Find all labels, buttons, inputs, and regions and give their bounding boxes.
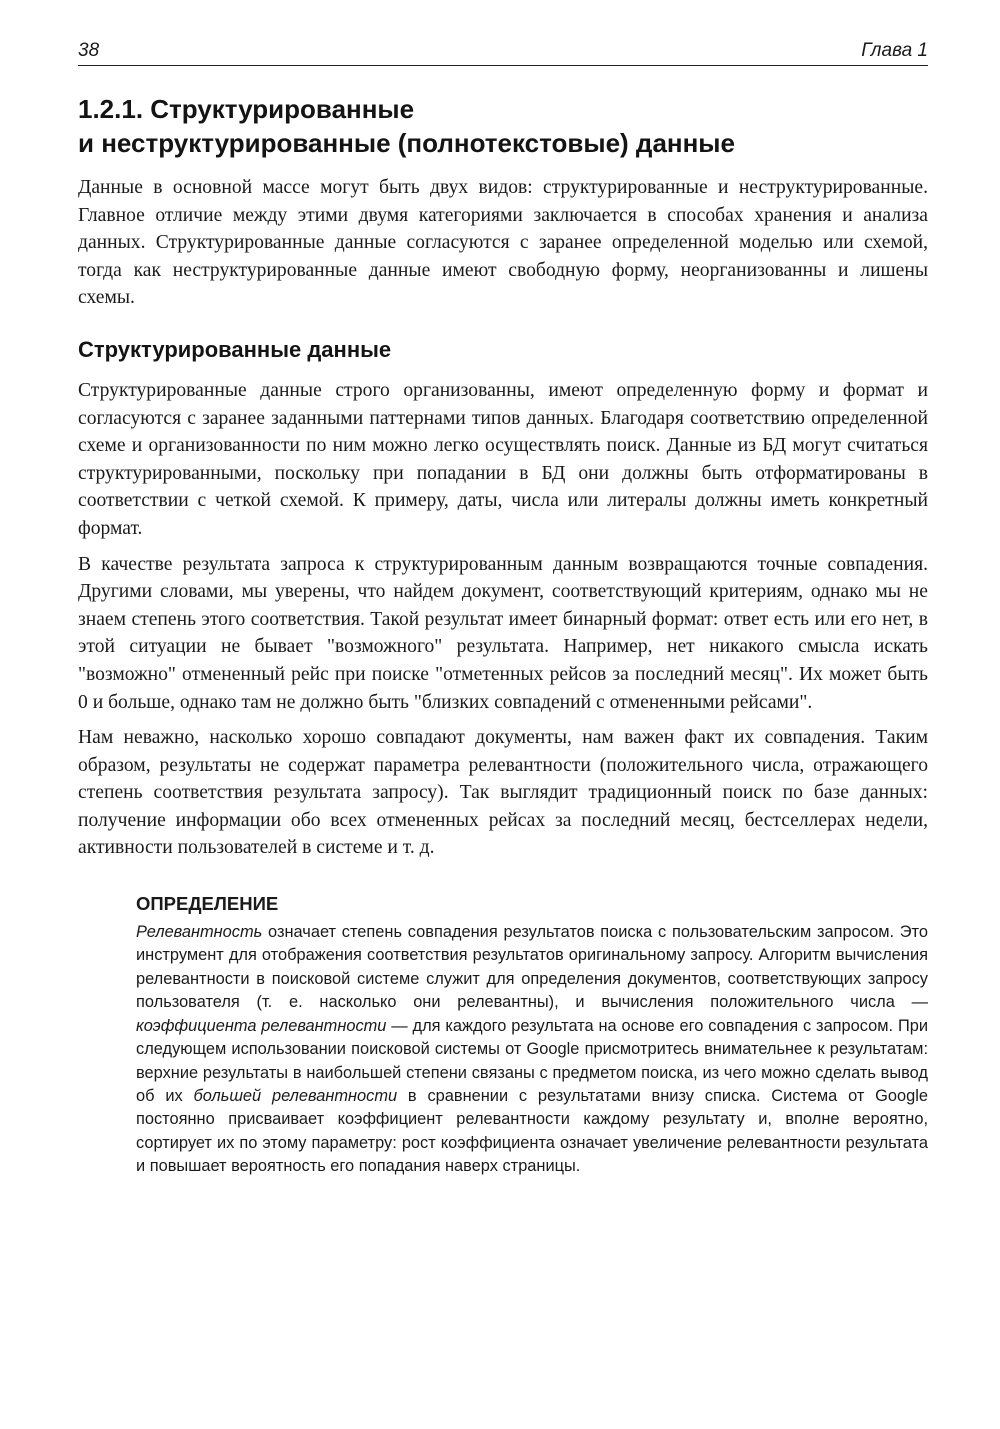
section-title [78,92,928,160]
definition-text-part-2: — для каждого результата на основе его совпадения с запросом. При следующем использовании поисковой системы от Google присмотритесь внимательнее к результатам: верхние результаты в наибольшей степени связаны с предметом поиска, из чего можно сделать вывод об их [136,1016,929,1105]
running-header [78,40,928,66]
intro-paragraph: Данные в основной массе могут быть двух видов: структурированные и неструктурированные. Главное отличие между этими двумя категориями заключается в способах хранения и анализа данных. Структурированные данные согласуются с заранее определенной моделью или схемой, тогда как неструктурированные данные имеют свободную форму, неорганизованны и лишены схемы. [78,177,928,309]
definition-heading: ОПРЕДЕЛЕНИЕ [136,893,279,915]
book-page [78,40,928,1179]
definition-text-part-1: означает степень совпадения результатов поиска с пользовательским запросом. Это инструмент для отображения соответствия результатов оригинальному запросу. Алгоритм вычисления релевантности в поисковой системе служит для определения документов, соответствующих запросу пользователя (т. е. насколько они релевантны), и вычисления положительного числа — [136,923,928,1012]
section-title-line-1: 1.2.1. Структурированные [78,94,415,124]
section-title-line-2: и неструктурированные (полнотекстовые) данные [78,128,735,158]
definition-emphasis-relevance: большей релевантности [193,1086,398,1105]
page-number: 38 [78,40,100,61]
definition-box [136,892,928,1178]
paragraph-exact-matches: В качестве результата запроса к структурированным данным возвращаются точные совпадения. Другими словами, мы уверены, что найдем документ, соответствующий критериям, однако мы не знаем степень этого соответствия. Такой результат имеет бинарный формат: ответ есть или его нет, в этой ситуации не бывает "возможного" результата. Например, нет никакого смысла искать "возможно" отмененный рейс при поиске "отметенных рейсов за последний месяц". Их может быть 0 и больше, однако там не должно быть "близких совпадений с отмененными рейсами". [78,553,928,713]
definition-emphasis-coefficient: коэффициента релевантности [136,1016,387,1035]
definition-text [136,921,928,1178]
paragraph-structured-definition: Структурированные данные строго организованны, имеют определенную форму и формат и согласуются с заранее заданными паттернами типов данных. Благодаря соответствию определенной схеме и организованности по ним можно легко осуществлять поиск. Данные из БД могут считаться структурированными, поскольку при попадании в БД они должны быть отформатированы в соответствии с четкой схемой. К примеру, даты, числа или литералы должны иметь конкретный формат. [78,379,928,539]
definition-text-part-3: в сравнении с результатами внизу списка. Система от Google постоянно присваивает коэффициент релевантности каждому результату и, вполне вероятно, сортирует их по этому параметру: рост коэффициента означает увеличение релевантности результата и повышает вероятность его попадания наверх страницы. [136,1086,928,1176]
structured-data-heading: Структурированные данные [78,336,392,362]
chapter-label: Глава 1 [861,40,928,61]
definition-term: Релевантность [136,923,263,942]
paragraph-no-relevance: Нам неважно, насколько хорошо совпадают документы, нам важен факт их совпадения. Таким образом, результаты не содержат параметра релевантности (положительного числа, отражающего степень соответствия результата запросу). Так выглядит традиционный поиск по базе данных: получение информации обо всех отмененных рейсах за последний месяц, бестселлерах недели, активности пользователей в системе и т. д. [78,727,928,859]
